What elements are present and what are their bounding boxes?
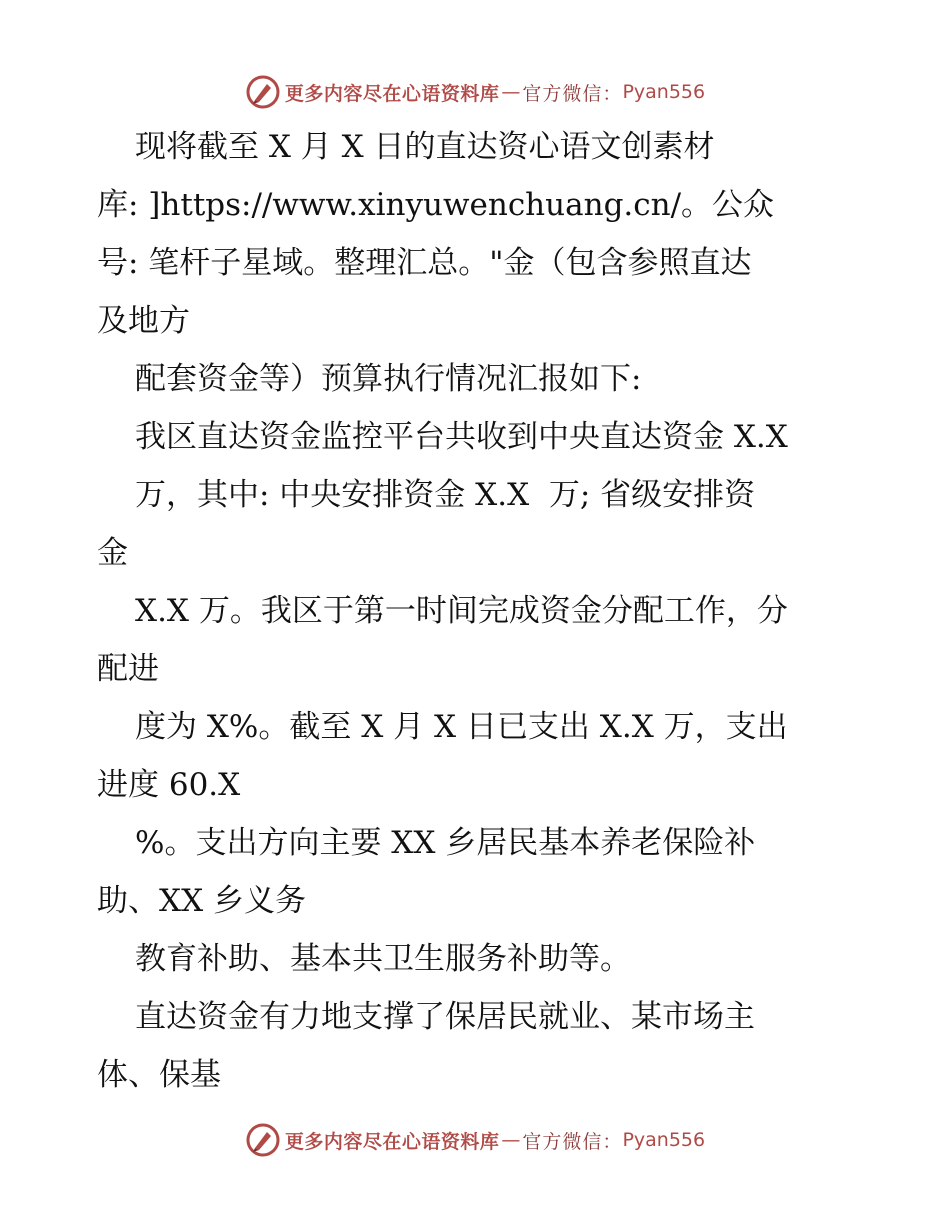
watermark-dash: — [501, 81, 521, 103]
pen-logo-icon [245, 74, 281, 110]
body-line-17: 体、保基 [97, 1057, 221, 1093]
body-line-11: 度为 X%。截至 X 月 X 日已支出 X.X 万，支出 [135, 709, 788, 745]
body-line-4: 及地方 [97, 303, 190, 339]
body-line-2: 库: ]https://www.xinyuwenchuang.cn/。公众 [97, 187, 775, 223]
header-watermark [0, 70, 950, 114]
body-line-6: 我区直达资金监控平台共收到中央直达资金 X.X [135, 419, 788, 455]
watermark-wechat-id: Pyan556 [622, 81, 706, 103]
body-line-10: 配进 [97, 651, 159, 687]
body-line-3: 号: 笔杆子星域。整理汇总。"金（包含参照直达 [97, 245, 752, 281]
body-line-15: 教育补助、基本共卫生服务补助等。 [135, 941, 631, 977]
body-line-7: 万，其中: 中央安排资金 X.X 万; 省级安排资 [135, 477, 756, 513]
body-line-1: 现将截至 X 月 X 日的直达资心语文创素材 [135, 129, 715, 165]
body-line-14: 助、XX 乡义务 [97, 883, 306, 919]
pen-logo-icon [245, 1122, 281, 1158]
body-line-12: 进度 60.X [97, 767, 241, 803]
watermark-label: 官方微信： [522, 82, 623, 105]
body-line-5: 配套资金等）预算执行情况汇报如下: [135, 361, 642, 397]
watermark-wechat-id: Pyan556 [622, 1129, 706, 1151]
footer-watermark [0, 1118, 950, 1162]
body-line-13: %。支出方向主要 XX 乡居民基本养老保险补 [135, 825, 756, 861]
watermark-label: 官方微信： [522, 1130, 623, 1153]
body-line-16: 直达资金有力地支撑了保居民就业、某市场主 [135, 999, 755, 1035]
watermark-text: 更多内容尽在心语资料库 [284, 1130, 500, 1153]
body-line-9: X.X 万。我区于第一时间完成资金分配工作，分 [135, 593, 788, 629]
watermark-dash: — [501, 1129, 521, 1151]
body-line-8: 金 [97, 535, 128, 571]
watermark-text: 更多内容尽在心语资料库 [284, 82, 500, 105]
